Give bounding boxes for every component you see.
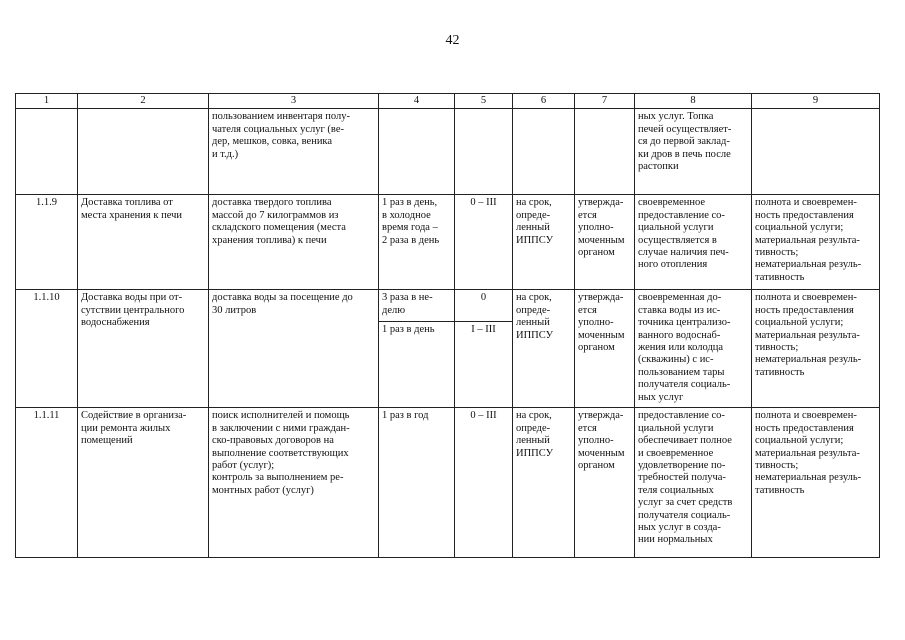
table-row [16,195,880,290]
frequency: 3 раза в не- делю [379,290,455,322]
service-term: на срок, опреде- ленный ИППСУ [513,195,575,290]
frequency: 1 раз в день, в холодное время года – 2 раза в день [379,195,455,290]
service-description: доставка воды за посещение до 30 литров [209,290,379,408]
recipient-group: 0 – III [455,408,513,558]
approval: утвержда- ется уполно- моченным органом [575,408,635,558]
service-description: поиск исполнителей и помощь в заключении с ними граждан- ско-правовых договоров на выполнение соответствующих работ (услуг); контроль за выполнением ре- монтных работ (услуг) [209,408,379,558]
conditions: своевременная до- ставка воды из ис- точника централизо- ванного водоснаб- жения или колодца (скважины) с ис- пользованием тары получателя социаль- ных услуг [635,290,752,408]
conditions: своевременное предоставление со- циальной услуги осуществляется в случае наличия печ- ного отопления [635,195,752,290]
column-header: 4 [379,94,455,109]
column-header: 6 [513,94,575,109]
table-row [16,290,880,322]
column-header: 2 [78,94,209,109]
indicators: полнота и своевремен- ность предоставления социальной услуги; материальная результа- тивность; нематериальная резуль- тативность [752,290,880,408]
row-number: 1.1.11 [16,408,78,558]
conditions: ных услуг. Топка печей осуществляет- ся до первой заклад- ки дров в печь после растопки [635,109,752,195]
column-header: 1 [16,94,78,109]
recipient-group: I – III [455,322,513,408]
approval: утвержда- ется уполно- моченным органом [575,290,635,408]
service-description: пользованием инвентаря полу- чателя социальных услуг (ве- дер, мешков, совка, веника и т.д.) [209,109,379,195]
service-name: Содействие в организа- ции ремонта жилых помещений [78,408,209,558]
column-header: 3 [209,94,379,109]
indicators: полнота и своевремен- ность предоставления социальной услуги; материальная результа- тивность; нематериальная резуль- тативность [752,195,880,290]
approval [575,109,635,195]
approval: утвержда- ется уполно- моченным органом [575,195,635,290]
service-name: Доставка воды при от- сутствии центрального водоснабжения [78,290,209,408]
table-row [16,109,880,195]
column-header: 8 [635,94,752,109]
column-header: 7 [575,94,635,109]
service-term: на срок, опреде- ленный ИППСУ [513,408,575,558]
row-number [16,109,78,195]
indicators: полнота и своевремен- ность предоставления социальной услуги; материальная результа- тивность; нематериальная резуль- тативность [752,408,880,558]
recipient-group [455,109,513,195]
header-row [16,94,880,109]
frequency: 1 раз в год [379,408,455,558]
service-name [78,109,209,195]
indicators [752,109,880,195]
column-header: 5 [455,94,513,109]
frequency [379,109,455,195]
services-table [15,93,880,558]
recipient-group: 0 – III [455,195,513,290]
service-term [513,109,575,195]
page-number: 42 [445,33,460,48]
service-name: Доставка топлива от места хранения к печи [78,195,209,290]
conditions: предоставление со- циальной услуги обеспечивает полное и своевременное удовлетворение по- требностей получа- теля социальных услуг за счет средств получателя социаль- ных услуг в созда- нии нормальных [635,408,752,558]
row-number: 1.1.10 [16,290,78,408]
service-description: доставка твердого топлива массой до 7 килограммов из складского помещения (места хранения топлива) к печи [209,195,379,290]
frequency: 1 раз в день [379,322,455,408]
recipient-group: 0 [455,290,513,322]
column-header: 9 [752,94,880,109]
row-number: 1.1.9 [16,195,78,290]
table-row [16,408,880,558]
service-term: на срок, опреде- ленный ИППСУ [513,290,575,408]
